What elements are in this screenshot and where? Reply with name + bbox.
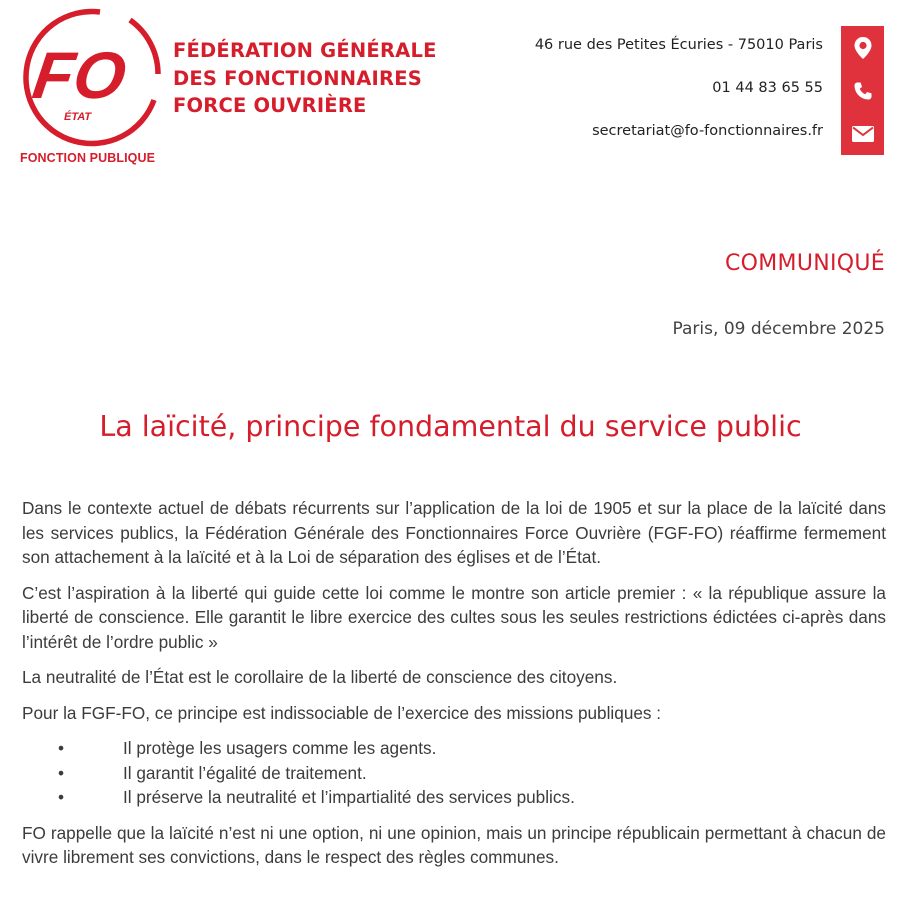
list-item-text: Il préserve la neutralité et l’impartialité des services publics.: [123, 787, 575, 807]
contact-address: 46 rue des Petites Écuries - 75010 Paris: [534, 37, 823, 53]
list-item-text: Il garantit l’égalité de traitement.: [123, 762, 367, 783]
bullet-list: [22, 736, 886, 810]
phone-icon: [841, 69, 884, 112]
contact-email[interactable]: secretariat@fo-fonctionnaires.fr: [592, 123, 823, 139]
list-item-text: Il protège les usagers comme les agents.: [123, 738, 437, 758]
body-paragraph: C’est l’aspiration à la liberté qui guide cette loi comme le montre son article premier : « la république assure la liberté de conscience. Elle garantit le libre exercice des cultes sous les seules restrictions édictées ci-après dans l’intérêt de l’ordre public »: [22, 582, 886, 652]
logo-caption: FONCTION PUBLIQUE: [20, 151, 156, 165]
logo-fo-text: FO: [28, 39, 131, 113]
logo-etat-text: ÉTAT: [64, 111, 92, 123]
org-name-line: FÉDÉRATION GÉNÉRALE: [173, 39, 437, 62]
bullet-dot: •: [58, 738, 65, 758]
bullet-dot: •: [58, 787, 65, 807]
list-item: [22, 736, 886, 761]
body-paragraph: La neutralité de l’État est le corollaire de la liberté de conscience des citoyens.: [22, 667, 618, 687]
contact-phone[interactable]: 01 44 83 65 55: [712, 80, 823, 96]
org-name-line: DES FONCTIONNAIRES: [173, 66, 422, 90]
document-date: Paris, 09 décembre 2025: [672, 319, 885, 339]
document-title: La laïcité, principe fondamental du service public: [99, 410, 802, 443]
fo-logo: [18, 8, 164, 166]
mail-icon: [841, 112, 884, 155]
org-name-line: FORCE OUVRIÈRE: [173, 94, 367, 117]
bullet-dot: •: [58, 762, 65, 783]
body-paragraph: Pour la FGF-FO, ce principe est indissociable de l’exercice des missions publiques :: [22, 702, 662, 723]
list-item: [22, 761, 886, 786]
document-body: [22, 496, 886, 881]
list-item: [22, 785, 886, 810]
closing-paragraph: FO rappelle que la laïcité n’est ni une option, ni une opinion, mais un principe républicain permettant à chacun de vivre librement ses convictions, dans le respect des règles communes.: [22, 822, 886, 867]
location-pin-icon: [841, 26, 884, 69]
organization-name: [173, 37, 437, 120]
document-type-label: COMMUNIQUÉ: [724, 251, 885, 276]
body-paragraph: Dans le contexte actuel de débats récurrents sur l’application de la loi de 1905 et sur la place de la laïcité dans les services publics, la Fédération Générale des Fonctionnaires Force Ouvrière (FGF-FO) réaffirme fermement son attachement à la laïcité et à la Loi de séparation des églises et de l’État.: [22, 498, 886, 567]
